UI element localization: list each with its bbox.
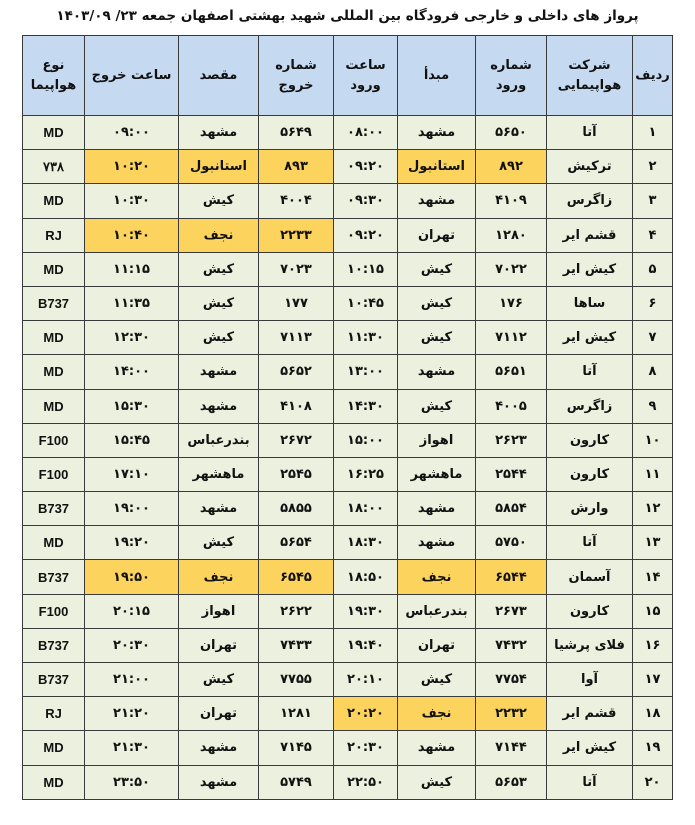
cell-row-number: ۸ (633, 355, 673, 389)
cell-arrival-flight: ۵۶۵۰ (476, 116, 547, 150)
cell-departure-flight: ۶۵۴۵ (259, 560, 334, 594)
cell-row-number: ۶ (633, 286, 673, 320)
cell-origin: کیش (398, 321, 476, 355)
cell-departure-flight: ۴۰۰۴ (259, 184, 334, 218)
page-title: پرواز های داخلی و خارجی فرودگاه بین المللی شهید بهشتی اصفهان جمعه ۲۳/ ۱۴۰۳/۰۹ (56, 8, 639, 24)
cell-departure-time: ۱۹:۵۰ (85, 560, 179, 594)
cell-arrival-flight: ۵۸۵۴ (476, 492, 547, 526)
cell-departure-flight: ۵۷۴۹ (259, 765, 334, 799)
cell-airline: کیش ایر (547, 731, 633, 765)
cell-departure-time: ۱۰:۳۰ (85, 184, 179, 218)
table-row (23, 697, 673, 731)
cell-arrival-flight: ۵۶۵۱ (476, 355, 547, 389)
cell-departure-time: ۱۵:۳۰ (85, 389, 179, 423)
table-row (23, 150, 673, 184)
cell-destination: کیش (179, 321, 259, 355)
cell-aircraft: B737 (23, 628, 85, 662)
cell-arrival-time: ۱۵:۰۰ (334, 423, 398, 457)
cell-destination: مشهد (179, 765, 259, 799)
table-row (23, 321, 673, 355)
cell-departure-time: ۱۱:۳۵ (85, 286, 179, 320)
cell-airline: آتا (547, 526, 633, 560)
cell-destination: نجف (179, 218, 259, 252)
cell-origin: مشهد (398, 526, 476, 560)
cell-departure-flight: ۲۶۲۲ (259, 594, 334, 628)
cell-origin: کیش (398, 663, 476, 697)
table-row (23, 184, 673, 218)
cell-row-number: ۱۱ (633, 457, 673, 491)
cell-departure-flight: ۵۶۵۲ (259, 355, 334, 389)
cell-origin: نجف (398, 697, 476, 731)
cell-arrival-flight: ۸۹۲ (476, 150, 547, 184)
cell-airline: ترکیش (547, 150, 633, 184)
table-row (23, 526, 673, 560)
cell-destination: مشهد (179, 389, 259, 423)
cell-departure-flight: ۱۷۷ (259, 286, 334, 320)
cell-arrival-time: ۱۴:۳۰ (334, 389, 398, 423)
cell-origin: کیش (398, 765, 476, 799)
cell-departure-flight: ۷۱۱۳ (259, 321, 334, 355)
cell-arrival-time: ۱۸:۵۰ (334, 560, 398, 594)
cell-row-number: ۱۸ (633, 697, 673, 731)
cell-departure-time: ۱۲:۳۰ (85, 321, 179, 355)
cell-airline: کارون (547, 594, 633, 628)
table-row (23, 731, 673, 765)
cell-departure-flight: ۸۹۳ (259, 150, 334, 184)
cell-departure-time: ۱۱:۱۵ (85, 252, 179, 286)
cell-arrival-flight: ۷۱۱۲ (476, 321, 547, 355)
cell-destination: کیش (179, 663, 259, 697)
cell-arrival-flight: ۲۲۳۲ (476, 697, 547, 731)
cell-row-number: ۵ (633, 252, 673, 286)
cell-row-number: ۱۲ (633, 492, 673, 526)
cell-origin: تهران (398, 628, 476, 662)
cell-arrival-time: ۱۰:۱۵ (334, 252, 398, 286)
header-arrival-time: ساعت ورود (334, 36, 398, 116)
cell-aircraft: F100 (23, 594, 85, 628)
cell-arrival-flight: ۴۱۰۹ (476, 184, 547, 218)
cell-row-number: ۳ (633, 184, 673, 218)
cell-destination: کیش (179, 526, 259, 560)
cell-origin: کیش (398, 389, 476, 423)
cell-row-number: ۱۹ (633, 731, 673, 765)
cell-destination: مشهد (179, 116, 259, 150)
header-airline: شرکت هواپیمایی (547, 36, 633, 116)
cell-aircraft: MD (23, 321, 85, 355)
cell-destination: استانبول (179, 150, 259, 184)
cell-departure-time: ۱۰:۲۰ (85, 150, 179, 184)
cell-departure-time: ۱۹:۰۰ (85, 492, 179, 526)
cell-arrival-time: ۲۲:۵۰ (334, 765, 398, 799)
cell-row-number: ۱ (633, 116, 673, 150)
cell-arrival-time: ۰۹:۲۰ (334, 218, 398, 252)
cell-destination: کیش (179, 184, 259, 218)
header-aircraft: نوع هواپیما (23, 36, 85, 116)
cell-arrival-time: ۱۸:۰۰ (334, 492, 398, 526)
cell-row-number: ۷ (633, 321, 673, 355)
cell-destination: تهران (179, 697, 259, 731)
cell-destination: کیش (179, 252, 259, 286)
cell-arrival-time: ۰۹:۳۰ (334, 184, 398, 218)
cell-origin: استانبول (398, 150, 476, 184)
cell-departure-time: ۲۱:۰۰ (85, 663, 179, 697)
table-row (23, 663, 673, 697)
cell-arrival-time: ۰۹:۲۰ (334, 150, 398, 184)
cell-airline: ساها (547, 286, 633, 320)
cell-destination: مشهد (179, 731, 259, 765)
cell-origin: نجف (398, 560, 476, 594)
cell-airline: کیش ایر (547, 321, 633, 355)
cell-departure-time: ۱۴:۰۰ (85, 355, 179, 389)
cell-aircraft: MD (23, 731, 85, 765)
cell-departure-time: ۲۱:۳۰ (85, 731, 179, 765)
cell-arrival-time: ۰۸:۰۰ (334, 116, 398, 150)
cell-departure-flight: ۵۶۴۹ (259, 116, 334, 150)
cell-aircraft: F100 (23, 457, 85, 491)
cell-arrival-flight: ۷۷۵۴ (476, 663, 547, 697)
table-row (23, 423, 673, 457)
cell-origin: مشهد (398, 731, 476, 765)
cell-departure-time: ۱۰:۴۰ (85, 218, 179, 252)
cell-arrival-time: ۱۱:۳۰ (334, 321, 398, 355)
cell-arrival-time: ۱۹:۳۰ (334, 594, 398, 628)
cell-airline: زاگرس (547, 184, 633, 218)
table-row (23, 594, 673, 628)
cell-aircraft: ۷۳۸ (23, 150, 85, 184)
cell-airline: کیش ایر (547, 252, 633, 286)
cell-arrival-flight: ۵۶۵۳ (476, 765, 547, 799)
cell-aircraft: B737 (23, 492, 85, 526)
cell-aircraft: RJ (23, 697, 85, 731)
cell-aircraft: B737 (23, 663, 85, 697)
flight-schedule-table (22, 35, 673, 800)
cell-row-number: ۱۴ (633, 560, 673, 594)
cell-departure-flight: ۲۲۳۳ (259, 218, 334, 252)
cell-airline: آتا (547, 116, 633, 150)
header-destination: مقصد (179, 36, 259, 116)
cell-arrival-time: ۱۸:۳۰ (334, 526, 398, 560)
cell-arrival-time: ۲۰:۳۰ (334, 731, 398, 765)
cell-aircraft: MD (23, 355, 85, 389)
cell-departure-time: ۲۰:۱۵ (85, 594, 179, 628)
cell-row-number: ۴ (633, 218, 673, 252)
table-row (23, 218, 673, 252)
table-row (23, 628, 673, 662)
cell-arrival-flight: ۵۷۵۰ (476, 526, 547, 560)
header-row (23, 36, 673, 116)
header-departure-time: ساعت خروج (85, 36, 179, 116)
cell-airline: آوا (547, 663, 633, 697)
cell-arrival-flight: ۴۰۰۵ (476, 389, 547, 423)
cell-airline: زاگرس (547, 389, 633, 423)
cell-departure-flight: ۴۱۰۸ (259, 389, 334, 423)
cell-aircraft: MD (23, 526, 85, 560)
cell-airline: وارش (547, 492, 633, 526)
cell-departure-flight: ۷۱۴۵ (259, 731, 334, 765)
cell-departure-time: ۱۹:۲۰ (85, 526, 179, 560)
cell-departure-flight: ۵۶۵۴ (259, 526, 334, 560)
cell-arrival-flight: ۲۵۴۴ (476, 457, 547, 491)
cell-aircraft: RJ (23, 218, 85, 252)
cell-departure-time: ۱۵:۴۵ (85, 423, 179, 457)
cell-airline: آتا (547, 765, 633, 799)
cell-departure-time: ۱۷:۱۰ (85, 457, 179, 491)
cell-destination: کیش (179, 286, 259, 320)
table-row (23, 355, 673, 389)
cell-row-number: ۲ (633, 150, 673, 184)
cell-row-number: ۲۰ (633, 765, 673, 799)
header-arrival-flight: شماره ورود (476, 36, 547, 116)
cell-departure-flight: ۲۶۷۲ (259, 423, 334, 457)
cell-row-number: ۱۵ (633, 594, 673, 628)
cell-airline: آسمان (547, 560, 633, 594)
cell-arrival-time: ۲۰:۲۰ (334, 697, 398, 731)
cell-aircraft: B737 (23, 286, 85, 320)
table-row (23, 492, 673, 526)
table-row (23, 389, 673, 423)
cell-aircraft: MD (23, 389, 85, 423)
cell-airline: قشم ایر (547, 218, 633, 252)
header-origin: مبدأ (398, 36, 476, 116)
cell-origin: کیش (398, 252, 476, 286)
cell-origin: کیش (398, 286, 476, 320)
cell-destination: مشهد (179, 492, 259, 526)
cell-row-number: ۱۶ (633, 628, 673, 662)
cell-airline: کارون (547, 423, 633, 457)
cell-origin: مشهد (398, 492, 476, 526)
table-row (23, 765, 673, 799)
cell-aircraft: MD (23, 184, 85, 218)
cell-arrival-flight: ۷۴۳۲ (476, 628, 547, 662)
cell-row-number: ۹ (633, 389, 673, 423)
cell-arrival-flight: ۱۷۶ (476, 286, 547, 320)
cell-origin: تهران (398, 218, 476, 252)
cell-airline: قشم ایر (547, 697, 633, 731)
cell-origin: مشهد (398, 116, 476, 150)
cell-arrival-time: ۱۹:۴۰ (334, 628, 398, 662)
table-row (23, 252, 673, 286)
cell-arrival-flight: ۷۱۴۴ (476, 731, 547, 765)
cell-departure-time: ۲۰:۳۰ (85, 628, 179, 662)
cell-origin: ماهشهر (398, 457, 476, 491)
cell-departure-time: ۰۹:۰۰ (85, 116, 179, 150)
cell-origin: مشهد (398, 355, 476, 389)
cell-departure-flight: ۱۲۸۱ (259, 697, 334, 731)
cell-airline: کارون (547, 457, 633, 491)
cell-destination: اهواز (179, 594, 259, 628)
cell-airline: فلای پرشیا (547, 628, 633, 662)
cell-arrival-flight: ۱۲۸۰ (476, 218, 547, 252)
cell-row-number: ۱۰ (633, 423, 673, 457)
table-row (23, 457, 673, 491)
table-row (23, 116, 673, 150)
cell-departure-flight: ۷۴۳۳ (259, 628, 334, 662)
table-row (23, 286, 673, 320)
cell-aircraft: MD (23, 252, 85, 286)
cell-destination: مشهد (179, 355, 259, 389)
cell-arrival-time: ۱۰:۴۵ (334, 286, 398, 320)
cell-destination: نجف (179, 560, 259, 594)
cell-departure-flight: ۲۵۴۵ (259, 457, 334, 491)
cell-aircraft: F100 (23, 423, 85, 457)
header-row-number: ردیف (633, 36, 673, 116)
cell-destination: ماهشهر (179, 457, 259, 491)
flight-rows (23, 116, 673, 800)
cell-departure-time: ۲۱:۲۰ (85, 697, 179, 731)
cell-destination: تهران (179, 628, 259, 662)
header-departure-flight: شماره خروج (259, 36, 334, 116)
table-row (23, 560, 673, 594)
cell-origin: بندرعباس (398, 594, 476, 628)
cell-arrival-flight: ۷۰۲۲ (476, 252, 547, 286)
cell-arrival-flight: ۲۶۷۳ (476, 594, 547, 628)
cell-origin: مشهد (398, 184, 476, 218)
cell-aircraft: B737 (23, 560, 85, 594)
cell-arrival-time: ۱۶:۲۵ (334, 457, 398, 491)
cell-arrival-time: ۱۳:۰۰ (334, 355, 398, 389)
cell-row-number: ۱۷ (633, 663, 673, 697)
cell-row-number: ۱۳ (633, 526, 673, 560)
cell-airline: آتا (547, 355, 633, 389)
cell-departure-flight: ۷۰۲۳ (259, 252, 334, 286)
cell-destination: بندرعباس (179, 423, 259, 457)
cell-departure-flight: ۵۸۵۵ (259, 492, 334, 526)
cell-origin: اهواز (398, 423, 476, 457)
cell-aircraft: MD (23, 116, 85, 150)
cell-arrival-flight: ۲۶۲۳ (476, 423, 547, 457)
cell-aircraft: MD (23, 765, 85, 799)
cell-arrival-flight: ۶۵۴۴ (476, 560, 547, 594)
cell-departure-time: ۲۳:۵۰ (85, 765, 179, 799)
cell-arrival-time: ۲۰:۱۰ (334, 663, 398, 697)
cell-departure-flight: ۷۷۵۵ (259, 663, 334, 697)
